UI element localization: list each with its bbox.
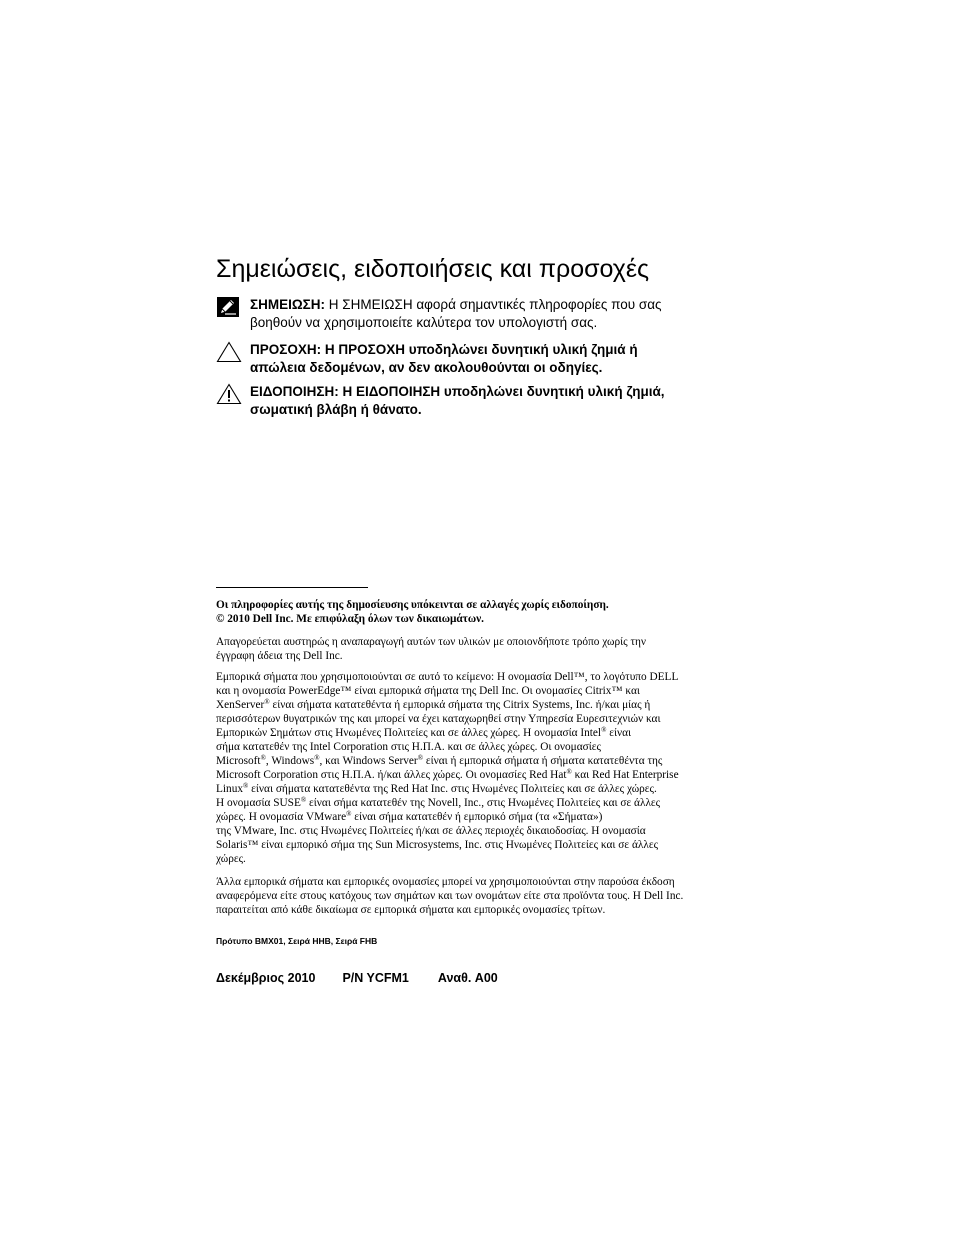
footer-part-number: P/N YCFM1 [342,971,409,985]
reproduction-notice: Απαγορεύεται αυστηρώς η αναπαραγωγή αυτών των υλικών με οποιονδήποτε τρόπο χωρίς την έγγραφη άδεια της Dell Inc. [216,636,646,662]
note-line-2: βοηθούν να χρησιμοποιείτε καλύτερα τον υπολογιστή σας. [250,315,598,330]
footer-revision: Αναθ. A00 [437,971,498,985]
caution-notice [216,341,716,377]
caution-label: ΠΡΟΣΟΧΗ: [250,342,322,357]
page-title: Σημειώσεις, ειδοποιήσεις και προσοχές [216,255,650,283]
separator-rule [216,587,368,588]
model-line: Πρότυπο BMX01, Σειρά HHB, Σειρά FHB [216,936,378,946]
warning-line-2: σωματική βλάβη ή θάνατο. [250,402,422,417]
warning-line-1: ΕΙΔΟΠΟΙΗΣΗ: Η ΕΙΔΟΠΟΙΗΣΗ υποδηλώνει δυνητική υλική ζημιά, [250,384,665,399]
warning-exclamation-icon [216,383,242,410]
caution-line-1: ΠΡΟΣΟΧΗ: Η ΠΡΟΣΟΧΗ υποδηλώνει δυνητική υλική ζημιά ή [250,342,638,357]
caution-triangle-icon [216,341,242,368]
other-trademarks-paragraph: Άλλα εμπορικά σήματα και εμπορικές ονομασίες μπορεί να χρησιμοποιούνται στην παρούσα έκδοση αναφερόμενα είτε στους κατόχους των σημάτων και των ονομάτων είτε στα προϊόντα τους. Η Dell Inc. παραιτείται από κάθε δικαίωμα σε εμπορικά σήματα και εμπορικές ονομασίες τρίτων. [216,876,684,916]
footer [216,971,498,985]
warning-label: ΕΙΔΟΠΟΙΗΣΗ: [250,384,339,399]
trademarks-paragraph: Εμπορικά σήματα που χρησιμοποιούνται σε αυτό το κείμενο: Η ονομασία Dell™, το λογότυπο DELL και η ονομασία PowerEdge™ είναι εμπορικά σήματα της Dell Inc. Οι ονομασίες Citrix™ και XenServer® είναι σήματα κατατεθέντα ή εμπορικά σήματα της Citrix Systems, Inc. ή/και μίας ή περισσότερων θυγατρικών της και μπορεί να έχει καταχωρηθεί στην Υπηρεσία Ευρεσιτεχνιών και Εμπορικών Σημάτων στις Ηνωμένες Πολιτείες και σε άλλες χώρες. Η ονομασία Intel® είναι σήμα κατατεθέν της Intel Corporation στις Η.Π.Α. και σε άλλες χώρες. Οι ονομασίες Microsoft®, Windows®, και Windows Server® είναι ή εμπορικά σήματα ή σήματα κατατεθέντα της Microsoft Corporation στις Η.Π.Α. ή/και άλλες χώρες. Οι ονομασίες Red Hat® και Red Hat Enterprise Linux® είναι σήματα κατατεθέντα της Red Hat Inc. στις Ηνωμένες Πολιτείες και σε άλλες χώρες. Η ονομασία SUSE® είναι σήμα κατατεθέν της Novell, Inc., στις Ηνωμένες Πολιτείες και σε άλλες χώρες. Η ονομασία VMware® είναι σήμα κατατεθέν ή εμπορικό σήμα (τα «Σήματα») της VMware, Inc. στις Ηνωμένες Πολιτείες ή/και σε άλλες περιοχές δικαιοδοσίας. Η ονομασία Solaris™ είναι εμπορικό σήμα της Sun Microsystems, Inc. στις Ηνωμένες Πολιτείες και σε άλλες χώρες. [216,671,679,865]
copyright: © 2010 Dell Inc. Με επιφύλαξη όλων των δικαιωμάτων. [216,613,485,625]
warning-notice [216,383,716,419]
legal-notice [216,598,716,626]
caution-line-2: απώλεια δεδομένων, αν δεν ακολουθούνται οι οδηγίες. [250,360,603,375]
subject-to-change: Οι πληροφορίες αυτής της δημοσίευσης υπόκεινται σε αλλαγές χωρίς ειδοποίηση. [216,599,609,611]
note-label: ΣΗΜΕΙΩΣΗ: [250,297,326,312]
note-notice [216,296,716,332]
footer-date: Δεκέμβριος 2010 [216,971,316,985]
note-pencil-icon [216,296,240,323]
note-line-1: ΣΗΜΕΙΩΣΗ: Η ΣΗΜΕΙΩΣΗ αφορά σημαντικές πληροφορίες που σας [250,297,662,312]
